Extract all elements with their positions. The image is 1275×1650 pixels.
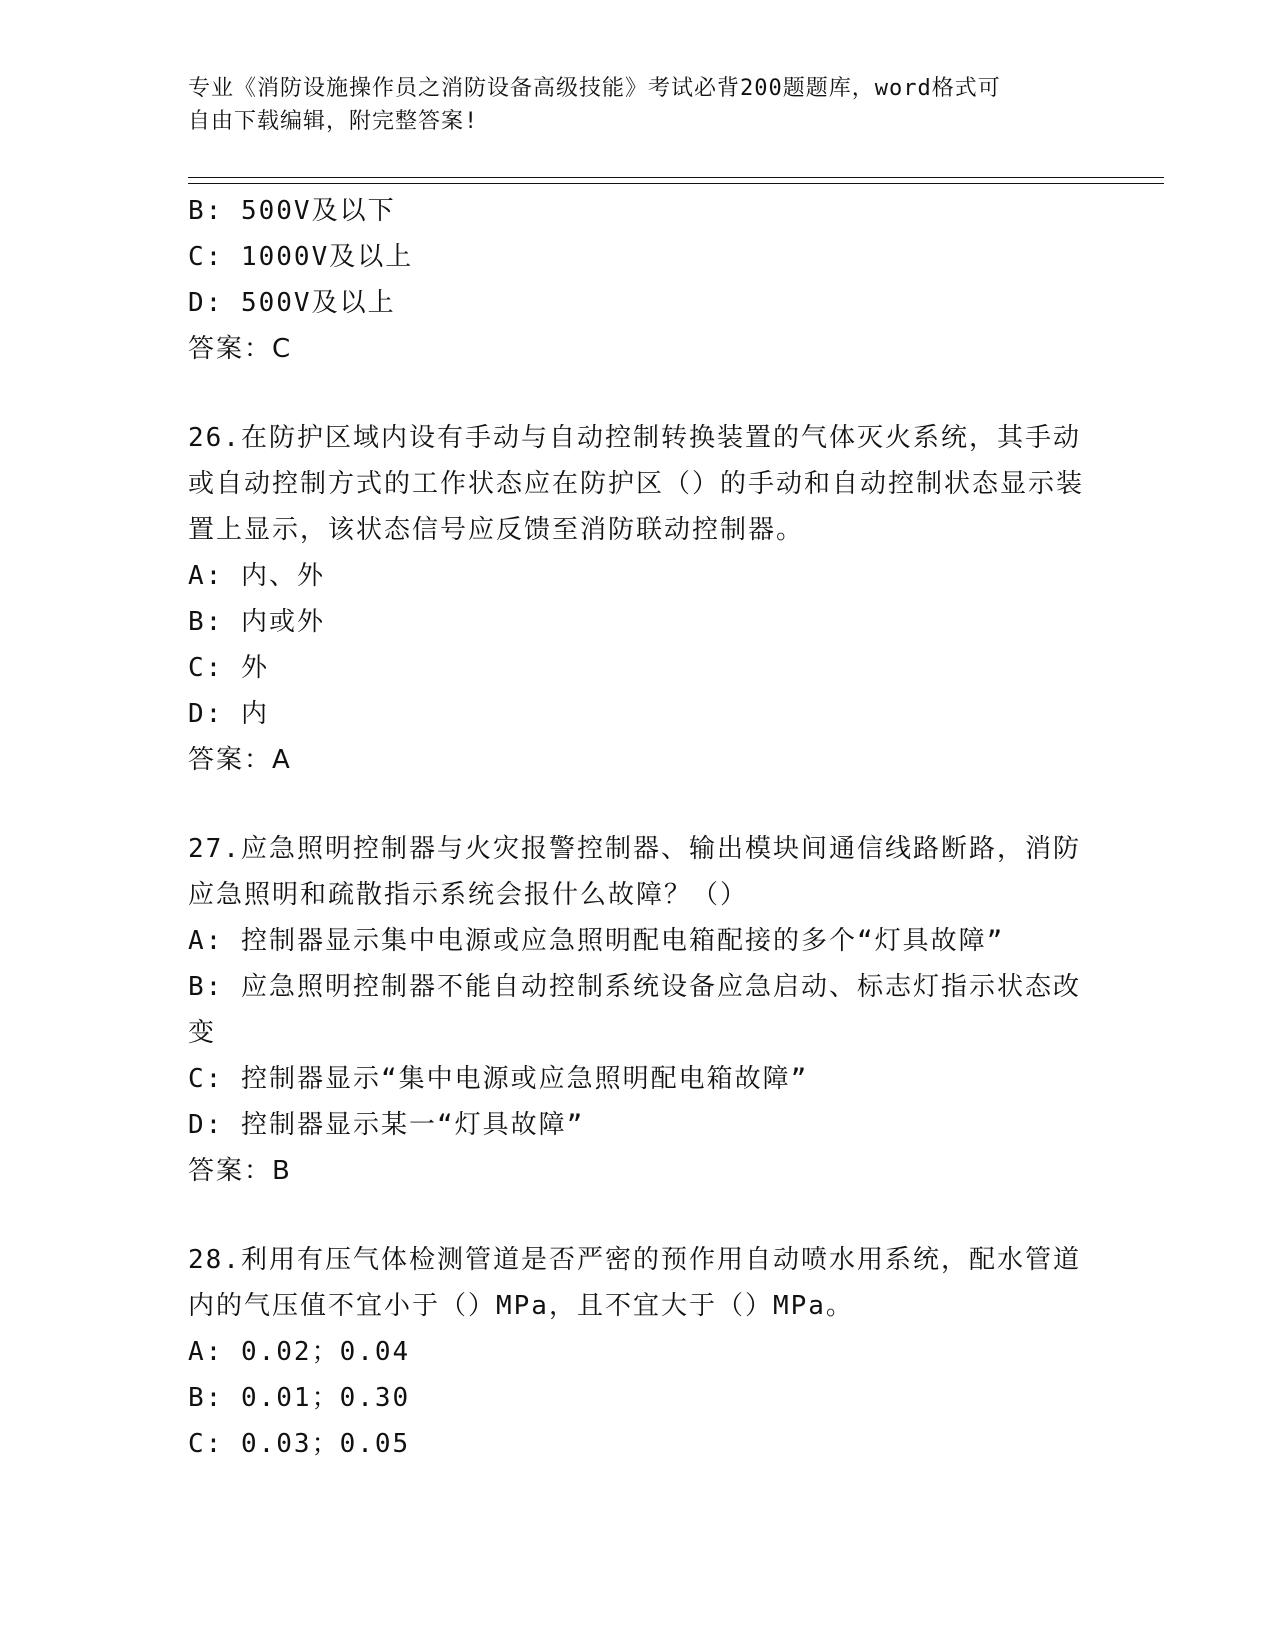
option-b: B: 0.01；0.30 bbox=[188, 1383, 411, 1413]
question-text: 27.应急照明控制器与火灾报警控制器、输出模块间通信线路断路，消防应急照明和疏散指示系统会报什么故障？（） bbox=[188, 834, 1081, 910]
option-d: D: 500V及以上 bbox=[188, 288, 396, 318]
option-a: A: 内、外 bbox=[188, 561, 325, 591]
option-d: D: 内 bbox=[188, 699, 269, 729]
option-a: A: 控制器显示集中电源或应急照明配电箱配接的多个“灯具故障” bbox=[188, 926, 1005, 956]
option-d: D: 控制器显示某一“灯具故障” bbox=[188, 1110, 585, 1140]
option-b: B: 500V及以下 bbox=[188, 196, 396, 226]
header-title-line-1: 专业《消防设施操作员之消防设备高级技能》考试必背200题题库，word格式可 bbox=[188, 76, 1001, 101]
option-c: C: 0.03；0.05 bbox=[188, 1429, 411, 1459]
option-b: B: 应急照明控制器不能自动控制系统设备应急启动、标志灯指示状态改变 bbox=[188, 972, 1081, 1048]
question-text: 28.利用有压气体检测管道是否严密的预作用自动喷水用系统，配水管道内的气压值不宜小于（）MPa，且不宜大于（）MPa。 bbox=[188, 1245, 1081, 1321]
option-a: A: 0.02；0.04 bbox=[188, 1337, 411, 1367]
header-divider-top bbox=[188, 177, 1164, 178]
document-body bbox=[188, 188, 1088, 1467]
header-title-line-2: 自由下载编辑，附完整答案! bbox=[188, 109, 479, 134]
header-divider-bottom bbox=[188, 183, 1164, 184]
question-28 bbox=[188, 1237, 1088, 1467]
question-text: 26.在防护区域内设有手动与自动控制转换装置的气体灭火系统，其手动或自动控制方式的工作状态应在防护区（）的手动和自动控制状态显示装置上显示，该状态信号应反馈至消防联动控制器。 bbox=[188, 423, 1085, 545]
option-b: B: 内或外 bbox=[188, 607, 325, 637]
question-25-continued bbox=[188, 188, 1088, 372]
answer-label: 答案：A bbox=[188, 745, 292, 775]
answer-label: 答案：B bbox=[188, 1156, 292, 1186]
option-c: C: 1000V及以上 bbox=[188, 242, 414, 272]
question-27 bbox=[188, 826, 1088, 1194]
option-c: C: 外 bbox=[188, 653, 269, 683]
question-26 bbox=[188, 415, 1088, 783]
option-c: C: 控制器显示“集中电源或应急照明配电箱故障” bbox=[188, 1064, 809, 1094]
answer-label: 答案：C bbox=[188, 334, 293, 364]
document-header bbox=[188, 72, 1068, 138]
